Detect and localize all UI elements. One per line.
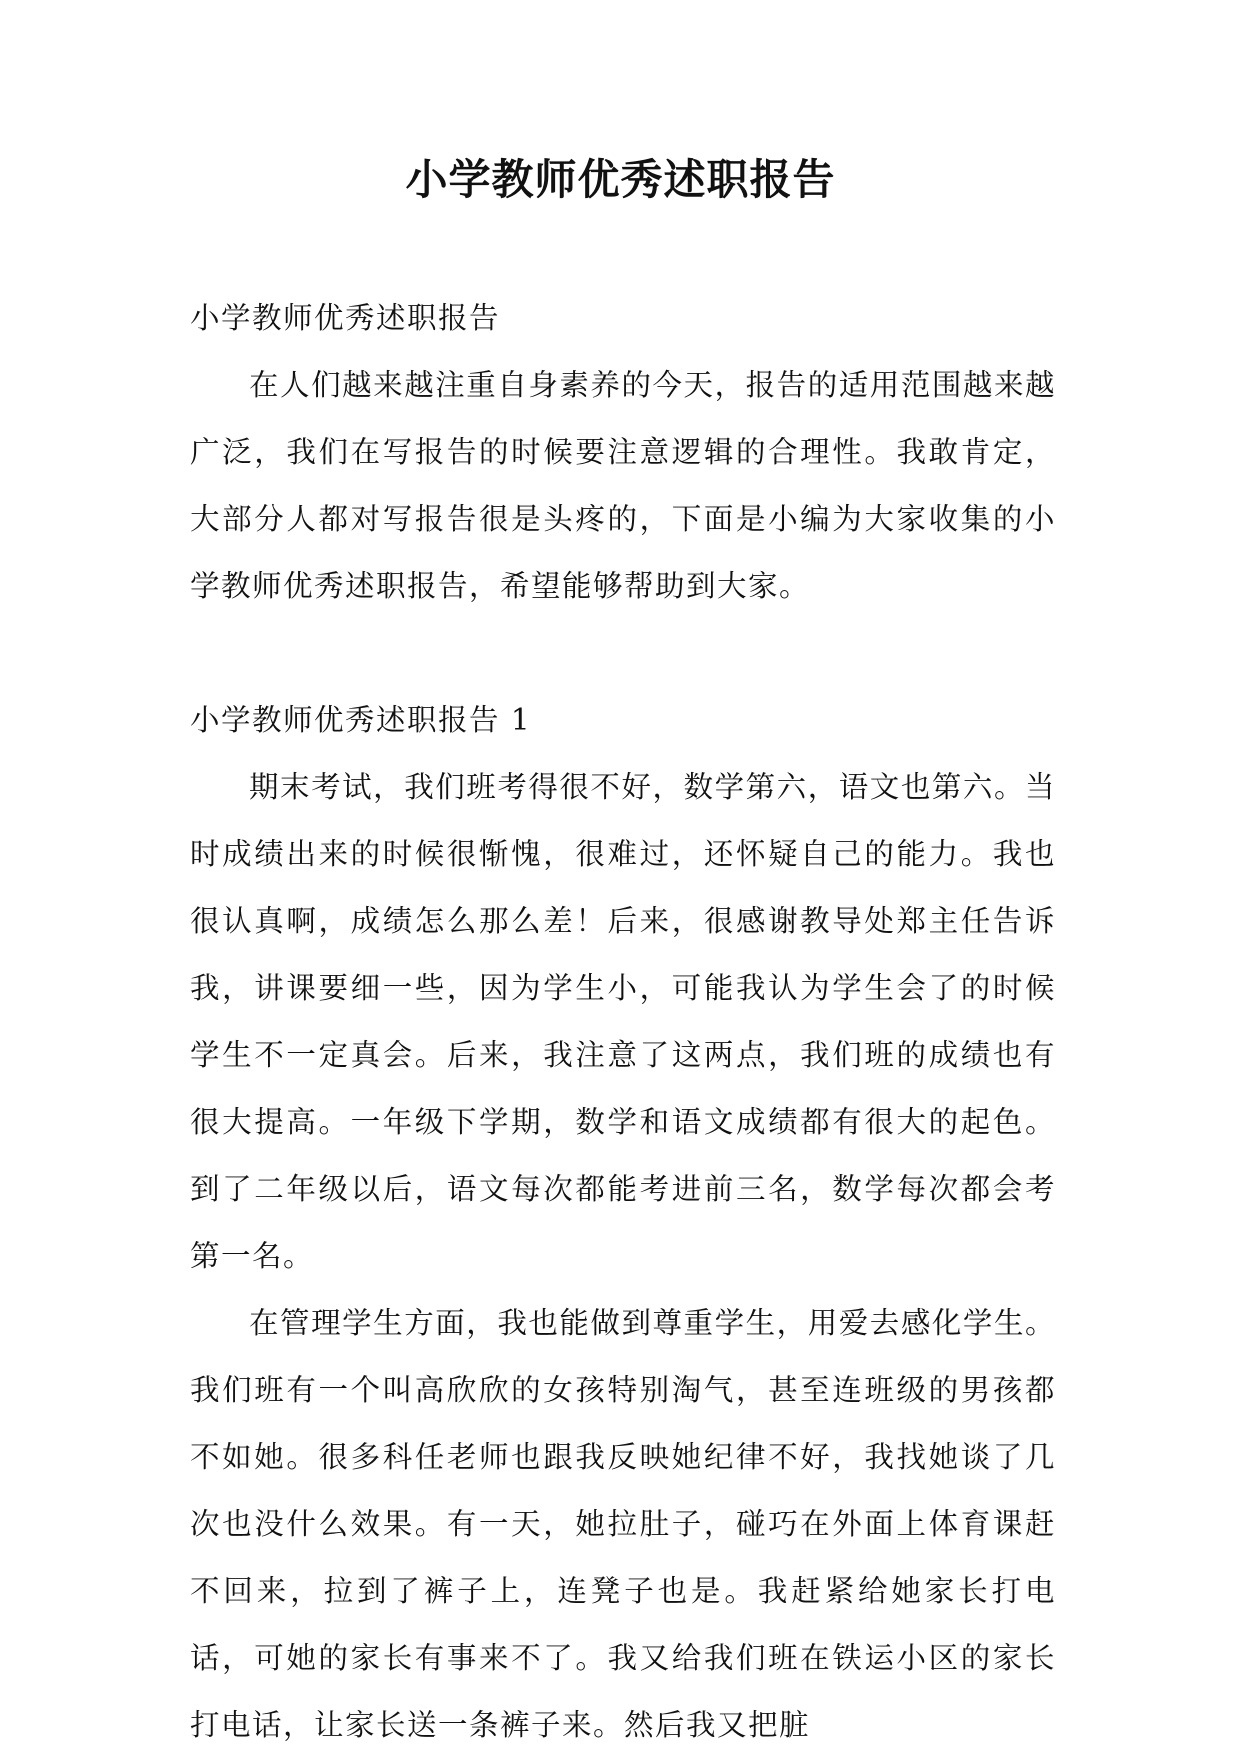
document-body — [190, 285, 1056, 1759]
body-paragraph-1: 期末考试，我们班考得很不好，数学第六，语文也第六。当时成绩出来的时候很惭愧，很难过，还怀疑自己的能力。我也很认真啊，成绩怎么那么差！后来，很感谢教导处郑主任告诉我，讲课要细一些，因为学生小，可能我认为学生会了的时候学生不一定真会。后来，我注意了这两点，我们班的成绩也有很大提高。一年级下学期，数学和语文成绩都有很大的起色。到了二年级以后，语文每次都能考进前三名，数学每次都会考第一名。 — [190, 770, 1056, 1273]
section-spacer — [190, 620, 1056, 687]
section-heading-1: 小学教师优秀述职报告 1 — [190, 703, 532, 737]
section-heading: 小学教师优秀述职报告 — [190, 301, 501, 335]
document-title: 小学教师优秀述职报告 — [405, 155, 836, 204]
intro-paragraph: 在人们越来越注重自身素养的今天，报告的适用范围越来越广泛，我们在写报告的时候要注意逻辑的合理性。我敢肯定，大部分人都对写报告很是头疼的，下面是小编为大家收集的小学教师优秀述职报告，希望能够帮助到大家。 — [190, 368, 1056, 603]
body-paragraph-2: 在管理学生方面，我也能做到尊重学生，用爱去感化学生。我们班有一个叫高欣欣的女孩特别淘气，甚至连班级的男孩都不如她。很多科任老师也跟我反映她纪律不好，我找她谈了几次也没什么效果。有一天，她拉肚子，碰巧在外面上体育课赶不回来，拉到了裤子上，连凳子也是。我赶紧给她家长打电话，可她的家长有事来不了。我又给我们班在铁运小区的家长打电话，让家长送一条裤子来。然后我又把脏 — [190, 1306, 1056, 1742]
